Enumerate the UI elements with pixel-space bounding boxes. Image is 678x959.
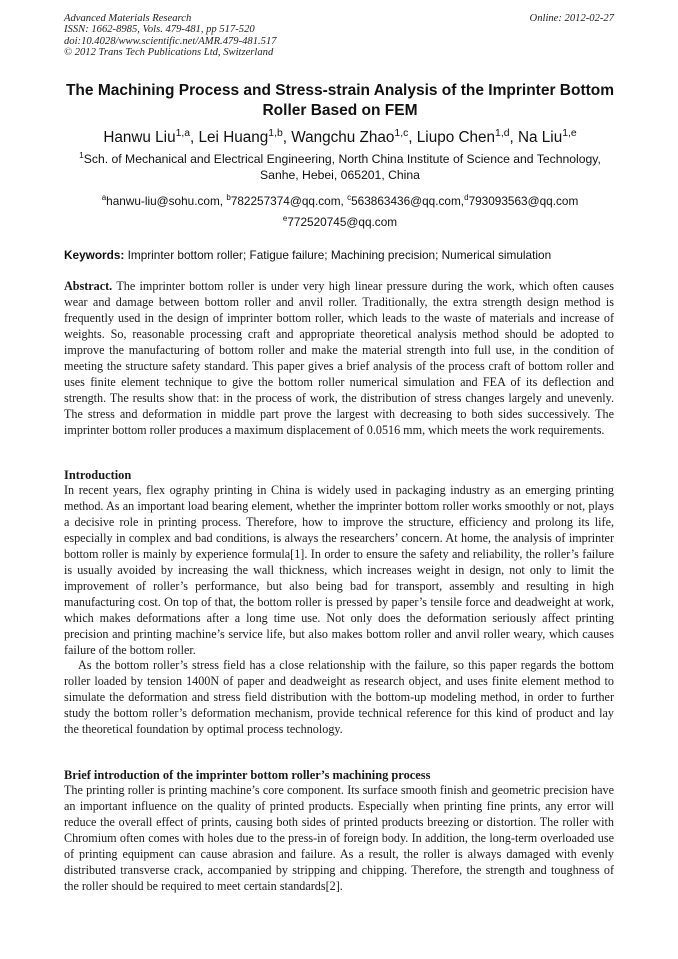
paragraph: As the bottom roller’s stress field has a close relationship with the failure, so this paper regards the bottom roller loaded by tension 1400N of paper and deadweight as research object, and uses finite element method to simulate the deformation and stress field distribution with the bottom-up modeling method, in order to further study the bottom roller’s deformation mechanism, provide technical reference for this kind of product and lay the theoretical foundation by optimal process technology.: [64, 658, 614, 737]
online-date: Online: 2012-02-27: [529, 13, 614, 24]
author-list: [64, 128, 616, 148]
abstract: [64, 279, 614, 439]
abstract-label: Abstract.: [64, 279, 113, 293]
journal-name: Advanced Materials Research: [64, 13, 192, 24]
email: $^d$793093563@qq.com: [464, 193, 579, 208]
author: Liupo Chen$^{1,d}$,: [416, 127, 518, 146]
doi-line: doi:10.4028/www.scientific.net/AMR.479-481.517: [64, 35, 277, 47]
section-heading-machining-process: Brief introduction of the imprinter bottom roller’s machining process: [64, 768, 431, 782]
affiliation-line-2: Sanhe, Hebei, 065201, China: [260, 167, 420, 182]
introduction-body: [64, 483, 614, 738]
email: $^e$772520745@qq.com: [282, 214, 398, 229]
paragraph: In recent years, flex ography printing in China is widely used in packaging industry as an emerging printing method. As an important load bearing element, whether the imprinter bottom roller works smoothly or not, plays a decisive role in printing process. Therefore, how to improve the structure, efficiency and prolong its life, especially in complex and bad conditions, is always the researchers’ concern. At home, the analysis of imprinter bottom roller is mainly by experience formula[1]. In order to ensure the safety and reliability, the roller’s failure is usually avoided by increasing the wall thickness, which increases weight in design, not only to limit the improvement of roller’s performance, but also being bad for transport, assembly and resulting in high manufacturing cost. On top of that, the bottom roller is pressed by paper’s tensile force and deadweight at work, which makes deformations after a long time use. Not only does the deformation seriously affect printing precision and printing machine’s service life, but also makes bottom roller and anvil roller weary, which causes failure of the bottom roller.: [64, 483, 614, 657]
keywords-label: Keywords:: [64, 248, 125, 262]
affiliation: [64, 149, 616, 183]
email: $^c$563863436@qq.com,: [347, 193, 465, 208]
author: Na Liu$^{1,e}$: [518, 127, 577, 146]
email: $^a$hanwu-liu@sohu.com,: [101, 193, 227, 208]
author: Hanwu Liu$^{1,a}$,: [103, 127, 199, 146]
keywords-text: Imprinter bottom roller; Fatigue failure; Machining precision; Numerical simulation: [124, 248, 552, 262]
machining-process-body: [64, 783, 614, 895]
affiliation-line-1: $^1$Sch. of Mechanical and Electrical Engineering, North China Institute of Science and Technology,: [79, 149, 601, 166]
paper-title: The Machining Process and Stress-strain Analysis of the Imprinter Bottom Roller Based on FEM: [65, 82, 615, 119]
keywords: [64, 248, 616, 263]
issn-line: ISSN: 1662-8985, Vols. 479-481, pp 517-520: [64, 24, 255, 36]
abstract-text: The imprinter bottom roller is under very high linear pressure during the work, which often causes wear and damage between bottom roller and anvil roller. Traditionally, the extra strength design method is frequently used in the design of imprinter bottom roller, which leads to the waste of materials and increase of weights. So, reasonable processing craft and appropriate theoretical analysis method should be adopted to improve the manufacturing of bottom roller and make the material strength into full use, in the condition of meeting the structure safety standard. This paper gives a brief analysis of the process craft of bottom roller and uses finite element technique to give the bottom roller numerical simulation and FEA of its deflection and strength. The results show that: in the process of work, the distribution of stress changes largely and unevenly. The stress and deformation in middle part prove the largest with decreasing to both sides successively. The imprinter bottom roller produces a maximum displacement of 0.0516 mm, which meets the work requirements.: [64, 279, 614, 437]
author: Lei Huang$^{1,b}$,: [198, 127, 292, 146]
journal-header: [64, 13, 464, 59]
paragraph: The printing roller is printing machine’s core component. Its surface smooth finish and geometric precision have an important influence on the quality of printed products. Especially when printing fine prints, any error will reduce the overall effect of prints, causing both sides of printed products breezing or distortion. The roller with Chromium often comes with holes due to the press-in of foreign body. In addition, the long-term overloaded use of printing equipment can cause abrasion and failure. As a result, the roller is always damaged with evenly distributed transverse crack, accompanied by stripping and chipping. Therefore, the strength and toughness of the roller should be required to meet certain standards[2].: [64, 783, 614, 893]
author: Wangchu Zhao$^{1,c}$,: [291, 127, 417, 146]
email: $^b$782257374@qq.com,: [226, 193, 348, 208]
section-heading-introduction: Introduction: [64, 468, 132, 482]
email-line-2: [64, 212, 616, 233]
email-list: [64, 191, 616, 233]
abstract-paragraph: [64, 279, 614, 439]
email-line-1: [64, 191, 616, 212]
copyright-line: © 2012 Trans Tech Publications Ltd, Switzerland: [64, 47, 274, 59]
